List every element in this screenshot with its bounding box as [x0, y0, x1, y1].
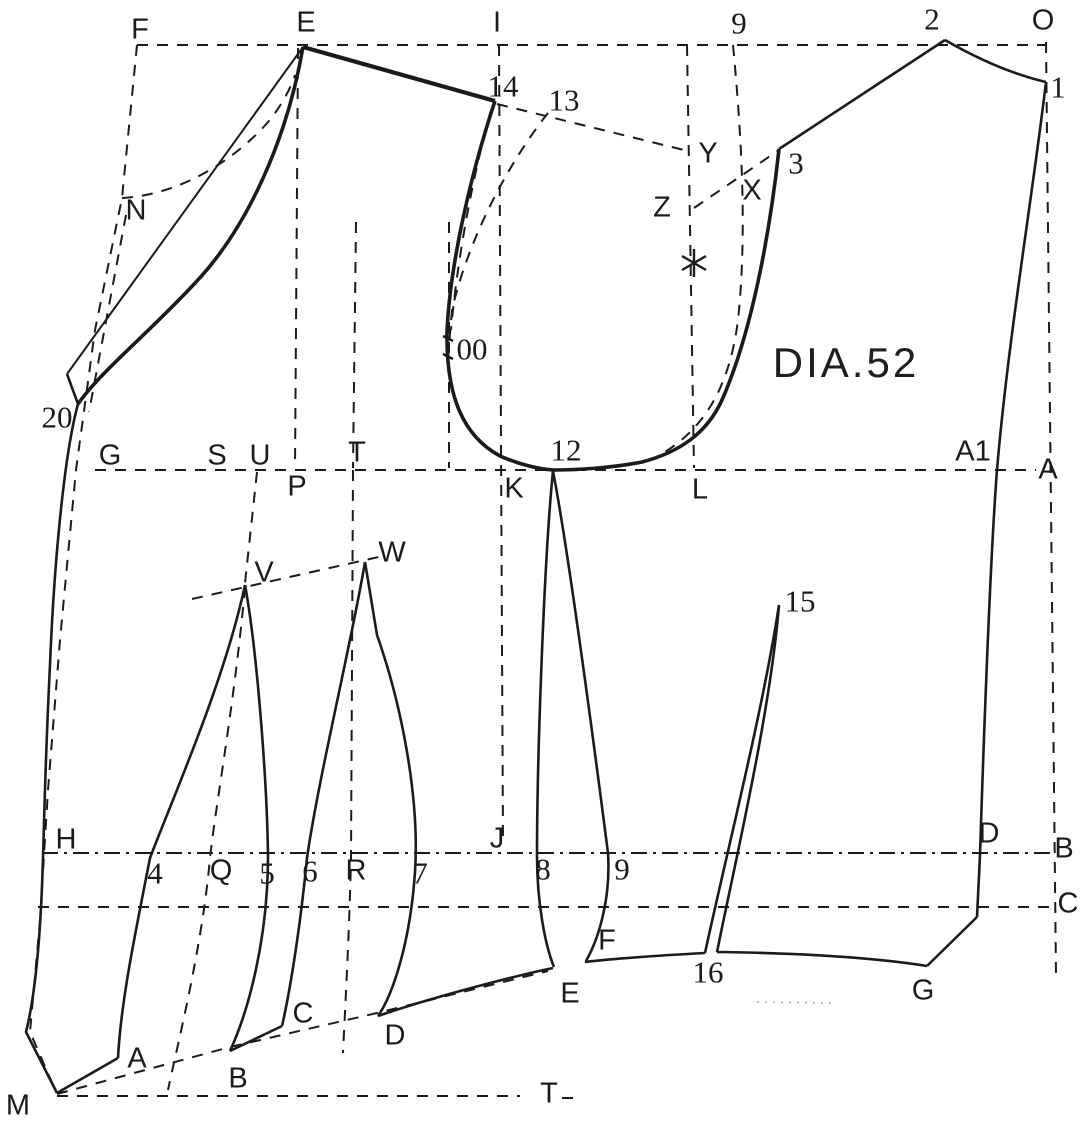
label-T-mid: T — [348, 436, 366, 469]
label-15: 15 — [784, 583, 816, 619]
label-Q: Q — [209, 854, 233, 887]
label-00: 00 — [456, 331, 488, 367]
hem-16-F — [585, 953, 705, 962]
asterisk-marker — [682, 249, 706, 277]
label-C-right: C — [1057, 887, 1079, 920]
label-1-right: 1 — [1050, 69, 1066, 105]
hem-guide-M-B-D-E — [57, 971, 548, 1094]
label-M: M — [5, 1089, 31, 1122]
label-J: J — [489, 822, 505, 855]
front-scye-dashed-14 — [451, 110, 491, 330]
label-7: 7 — [412, 855, 428, 891]
label-3: 3 — [788, 145, 804, 181]
label-B-right: B — [1054, 832, 1074, 865]
back-scye-dashed — [650, 45, 743, 460]
front-shoulder-E-14 — [303, 47, 495, 101]
label-6: 6 — [302, 853, 318, 889]
label-F-top: F — [131, 13, 149, 46]
label-2-top: 2 — [924, 1, 940, 37]
label-5: 5 — [259, 855, 275, 891]
dart-12-right-leg — [553, 471, 608, 961]
dart-12-left-leg — [537, 471, 554, 967]
label-N: N — [125, 194, 147, 227]
label-E-top: E — [296, 6, 316, 39]
label-U: U — [249, 439, 271, 472]
label-L: L — [691, 473, 709, 506]
label-H: H — [55, 823, 77, 856]
panel-seam-4-V-left — [118, 585, 245, 1058]
label-O-top: O — [1031, 4, 1055, 37]
diagram-title: DIA.52 — [772, 339, 920, 386]
label-P: P — [287, 470, 307, 503]
label-T-bottom: T — [540, 1077, 558, 1110]
dart-center-V-Q — [168, 587, 245, 1090]
print-artifact-dots — [757, 1002, 836, 1003]
guide-Z-X-3 — [694, 150, 779, 208]
panel-seam-6-W-left — [282, 562, 365, 1026]
label-W: W — [378, 536, 406, 569]
label-9-top: 9 — [731, 5, 747, 41]
back-scye-curve — [550, 149, 779, 470]
panel-seam-7-W-right — [365, 562, 416, 1016]
label-Y: Y — [698, 137, 718, 170]
hem-line-M-T — [57, 1096, 576, 1098]
back-corner-to-G — [927, 917, 977, 966]
label-A1: A1 — [955, 435, 991, 468]
label-13: 13 — [548, 82, 580, 118]
back-side-seam-1-D — [977, 82, 1046, 917]
guide-V-W — [192, 556, 383, 599]
dart-15-left-leg — [705, 605, 779, 953]
back-shoulder-2-3 — [779, 40, 945, 149]
label-B-bottom: B — [228, 1062, 248, 1095]
label-12: 12 — [550, 432, 582, 468]
label-I-top: I — [492, 6, 502, 39]
label-X: X — [742, 174, 762, 207]
vertical-T-upper — [353, 222, 356, 468]
label-A-right: A — [1038, 453, 1058, 486]
label-F-bottom: F — [598, 924, 616, 957]
label-D-right: D — [978, 817, 1000, 850]
label-A-bottom: A — [127, 1042, 147, 1075]
label-C-bottom: C — [292, 997, 314, 1030]
label-Z: Z — [653, 191, 671, 224]
front-line-F-to-M — [30, 45, 137, 1092]
label-9-waist: 9 — [614, 851, 630, 887]
label-E-bottom: E — [560, 977, 580, 1010]
dart-center-T-R — [343, 470, 353, 1053]
label-D-bottom: D — [384, 1019, 406, 1052]
label-20: 20 — [41, 399, 73, 435]
back-neck-2-1 — [945, 40, 1046, 82]
label-16: 16 — [692, 954, 724, 990]
guide-14-13-Y — [497, 104, 688, 151]
lapel-roll-curve — [78, 47, 303, 404]
label-R: R — [345, 854, 367, 887]
label-S: S — [207, 439, 227, 472]
lapel-notch-20 — [67, 374, 78, 404]
lapel-crease-thin — [67, 47, 303, 374]
label-8: 8 — [535, 851, 551, 887]
vertical-I-K-J — [499, 45, 503, 843]
bottom-A-M — [57, 1058, 118, 1093]
label-V: V — [254, 556, 274, 589]
guide-U-V — [245, 472, 257, 583]
label-4: 4 — [147, 855, 163, 891]
label-14: 14 — [487, 68, 519, 104]
panel-seam-5-V-right — [230, 585, 268, 1051]
label-G-left: G — [98, 439, 122, 472]
label-G-bottom: G — [911, 974, 935, 1007]
hem-G-16 — [717, 952, 927, 966]
vertical-E-P — [295, 48, 298, 468]
vertical-O-A-B-C — [1046, 42, 1056, 975]
label-K: K — [504, 472, 524, 505]
